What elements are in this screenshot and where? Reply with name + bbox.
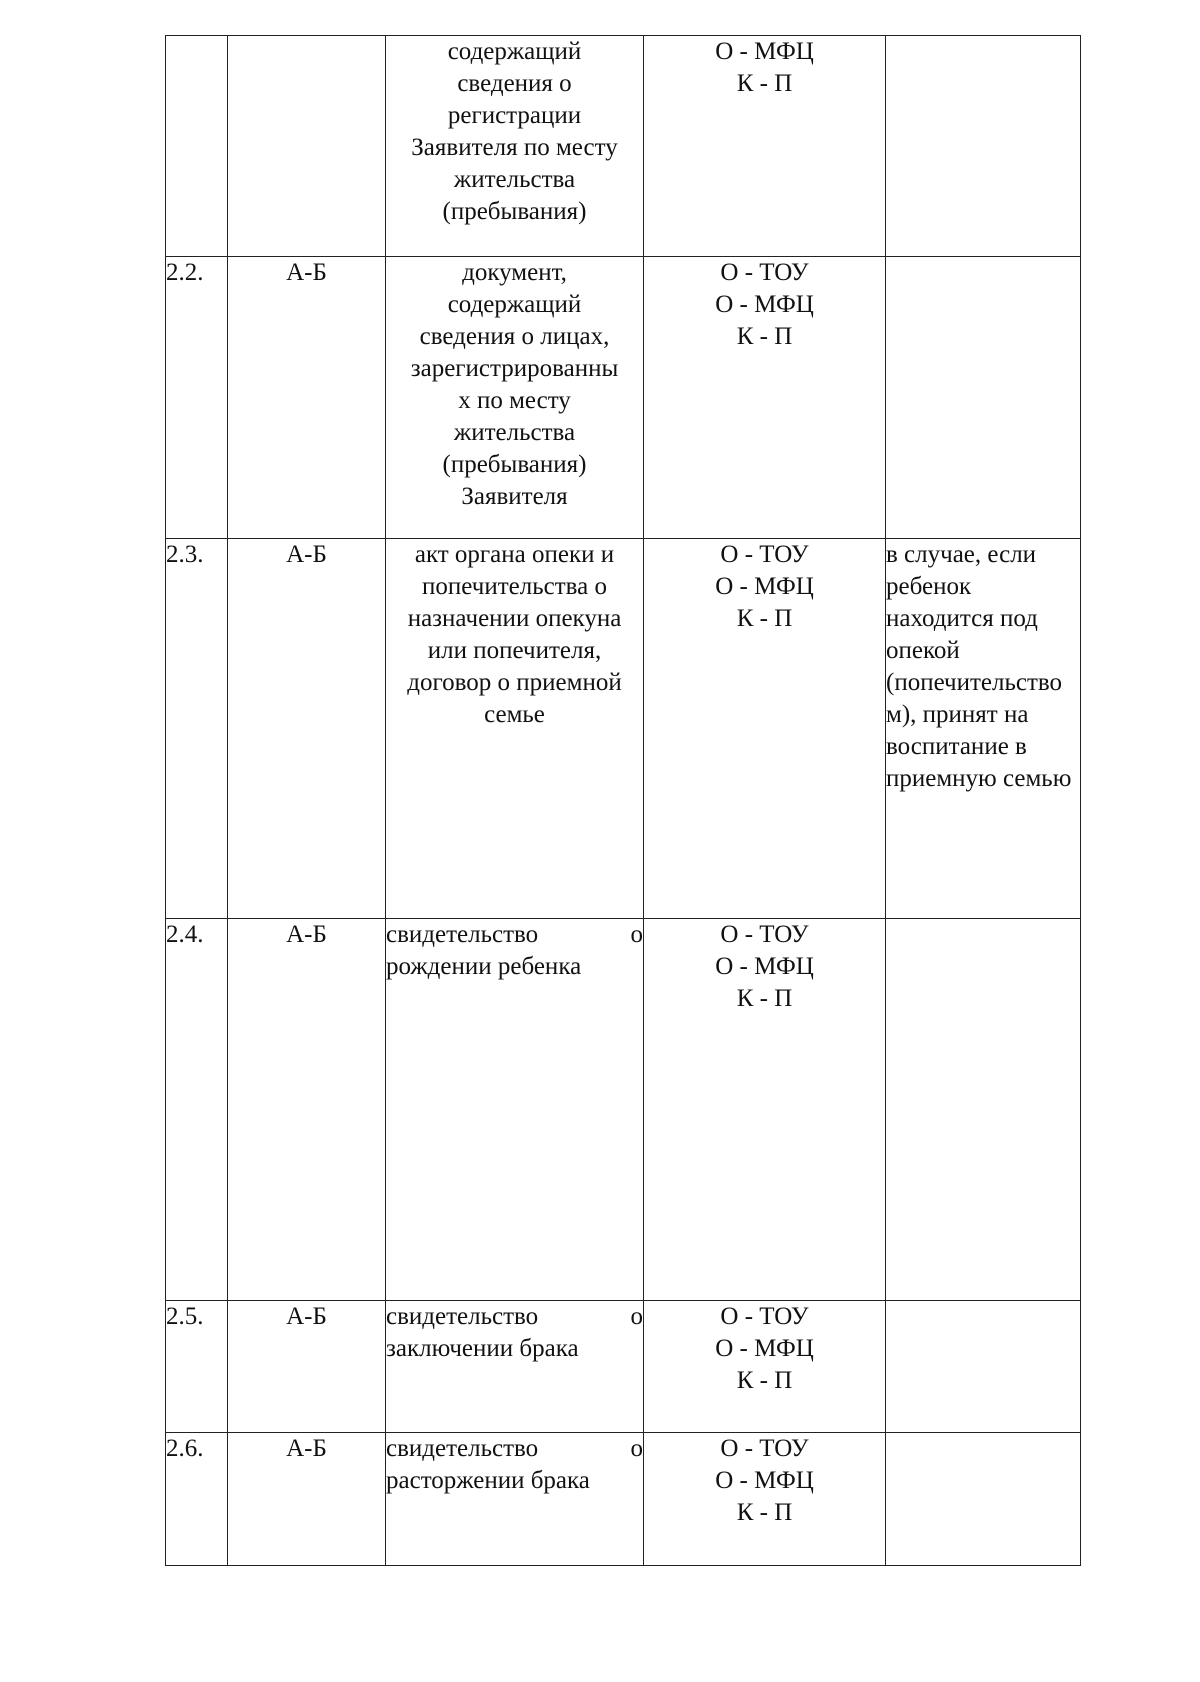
document-line [386, 919, 643, 951]
row-code: А-Б [228, 1301, 386, 1433]
row-code: А-Б [228, 257, 386, 539]
row-document [386, 1301, 644, 1433]
document-word: свидетельство [386, 921, 539, 948]
table-row [166, 36, 1081, 257]
row-note: в случае, если ребенок находится под опекой (попечительство м), принят на воспитание в приемную семью [886, 539, 1081, 919]
row-code [228, 36, 386, 257]
row-number: 2.3. [166, 539, 228, 919]
document-line: расторжении брака [386, 1467, 590, 1494]
row-number: 2.6. [166, 1433, 228, 1566]
row-number: 2.4. [166, 919, 228, 1301]
row-document: содержащий сведения о регистрации Заявителя по месту жительства (пребывания) [386, 36, 644, 257]
row-source: О - МФЦ К - П [644, 36, 886, 257]
table-row [166, 257, 1081, 539]
row-source: О - ТОУ О - МФЦ К - П [644, 257, 886, 539]
row-source: О - ТОУ О - МФЦ К - П [644, 1301, 886, 1433]
row-document: документ, содержащий сведения о лицах, зарегистрированны х по месту жительства (пребывания) Заявителя [386, 257, 644, 539]
row-source: О - ТОУ О - МФЦ К - П [644, 539, 886, 919]
row-note [886, 919, 1081, 1301]
document-word: о [630, 921, 643, 948]
row-code: А-Б [228, 539, 386, 919]
row-source: О - ТОУ О - МФЦ К - П [644, 919, 886, 1301]
row-code: А-Б [228, 919, 386, 1301]
row-document [386, 1433, 644, 1566]
row-source: О - ТОУ О - МФЦ К - П [644, 1433, 886, 1566]
row-document [386, 919, 644, 1301]
document-word: о [630, 1435, 643, 1462]
document-line: рождении ребенка [386, 953, 582, 980]
row-document: акт органа опеки и попечительства о назначении опекуна или попечителя, договор о приемной семье [386, 539, 644, 919]
document-word: свидетельство [386, 1435, 539, 1462]
row-note [886, 1433, 1081, 1566]
document-word: свидетельство [386, 1303, 539, 1330]
row-note [886, 36, 1081, 257]
row-number: 2.5. [166, 1301, 228, 1433]
row-note [886, 1301, 1081, 1433]
document-line: заключении брака [386, 1335, 579, 1362]
row-code: А-Б [228, 1433, 386, 1566]
table-row [166, 919, 1081, 1301]
row-note [886, 257, 1081, 539]
document-line [386, 1301, 643, 1333]
table-row [166, 539, 1081, 919]
table-row [166, 1433, 1081, 1566]
row-number [166, 36, 228, 257]
documents-table [165, 35, 1081, 1566]
document-word: о [630, 1303, 643, 1330]
row-number: 2.2. [166, 257, 228, 539]
table-row [166, 1301, 1081, 1433]
document-line [386, 1433, 643, 1465]
